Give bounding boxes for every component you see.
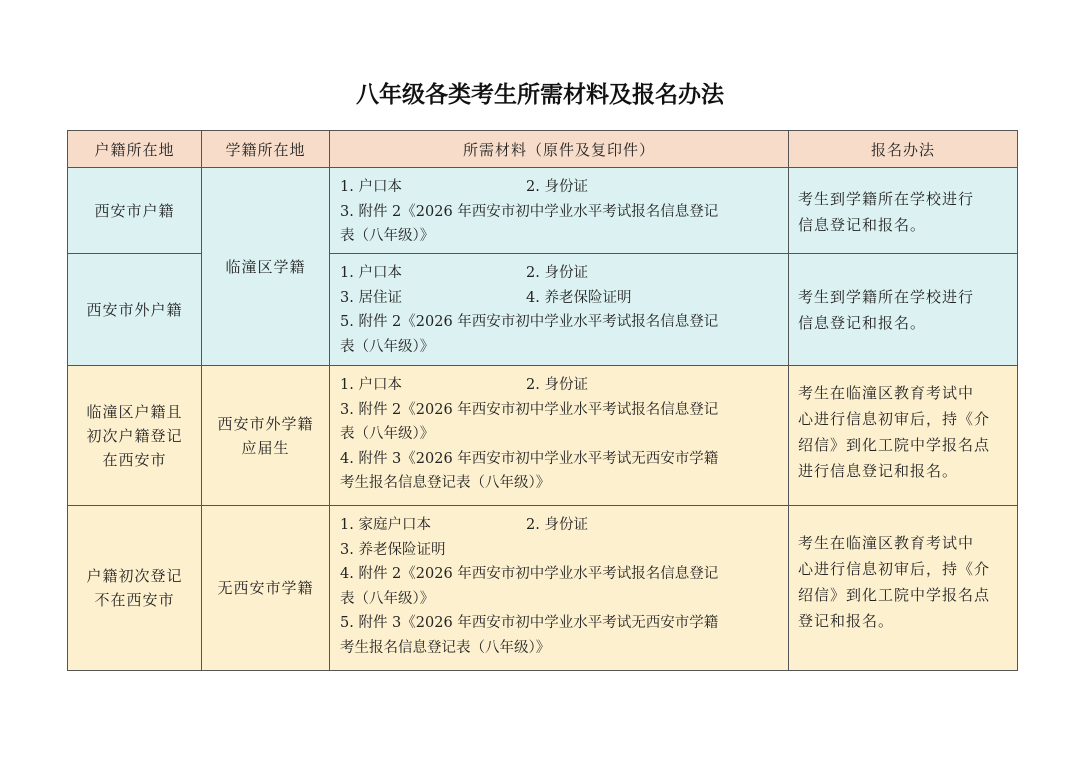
student-status-line: 无西安市学籍 bbox=[217, 579, 314, 597]
materials-line: 考生报名信息登记表（八年级）》 bbox=[340, 639, 551, 656]
method-line: 心进行信息初审后，持《介 bbox=[798, 560, 991, 578]
header-materials: 所需材料（原件及复印件） bbox=[330, 131, 789, 168]
material-item: 1. 家庭户口本 bbox=[340, 517, 431, 533]
materials-line: 3. 附件 2《2026 年西安市初中学业水平考试报名信息登记 bbox=[340, 203, 719, 220]
household-line: 在西安市 bbox=[102, 450, 167, 469]
material-item: 2. 身份证 bbox=[526, 517, 588, 533]
method-line: 考生到学籍所在学校进行 bbox=[798, 190, 975, 208]
materials-line: 表（八年级）》 bbox=[340, 590, 435, 607]
table-row bbox=[68, 168, 1018, 254]
materials-line bbox=[340, 261, 784, 286]
method-cell bbox=[789, 254, 1018, 366]
household-line: 户籍初次登记 bbox=[86, 567, 183, 585]
method-line: 绍信》到化工院中学报名点 bbox=[798, 586, 991, 604]
materials-line: 5. 附件 3《2026 年西安市初中学业水平考试无西安市学籍 bbox=[340, 615, 719, 631]
header-method: 报名办法 bbox=[789, 131, 1018, 168]
household-cell bbox=[68, 254, 202, 366]
material-item: 3. 居住证 bbox=[340, 289, 402, 306]
materials-line bbox=[340, 286, 784, 311]
method-cell bbox=[789, 506, 1018, 671]
method-line: 考生在临潼区教育考试中 bbox=[798, 384, 975, 402]
materials-line: 4. 附件 3《2026 年西安市初中学业水平考试无西安市学籍 bbox=[340, 450, 719, 467]
materials-line: 表（八年级）》 bbox=[340, 426, 435, 442]
materials-line: 3. 附件 2《2026 年西安市初中学业水平考试报名信息登记 bbox=[340, 401, 719, 418]
materials-line: 5. 附件 2《2026 年西安市初中学业水平考试报名信息登记 bbox=[340, 314, 719, 330]
table-row bbox=[68, 366, 1018, 506]
material-item: 1. 户口本 bbox=[340, 377, 402, 393]
material-item: 2. 身份证 bbox=[526, 265, 588, 281]
method-line: 绍信》到化工院中学报名点 bbox=[798, 436, 991, 454]
household-cell bbox=[68, 506, 202, 671]
method-cell bbox=[789, 366, 1018, 506]
student-status-cell bbox=[202, 506, 330, 671]
method-line: 进行信息登记和报名。 bbox=[798, 462, 959, 480]
student-status-line: 西安市外学籍 bbox=[217, 414, 314, 433]
household-line: 临潼区户籍且 bbox=[86, 402, 183, 421]
household-line: 不在西安市 bbox=[94, 591, 175, 609]
materials-line bbox=[340, 513, 784, 538]
table-row bbox=[68, 506, 1018, 671]
household-line: 西安市外户籍 bbox=[86, 300, 183, 319]
method-line: 考生在临潼区教育考试中 bbox=[798, 534, 975, 552]
household-cell bbox=[68, 168, 202, 254]
method-line: 信息登记和报名。 bbox=[798, 314, 927, 332]
material-item: 4. 养老保险证明 bbox=[526, 289, 632, 306]
header-household: 户籍所在地 bbox=[68, 131, 202, 168]
page-title: 八年级各类考生所需材料及报名办法 bbox=[356, 82, 724, 108]
materials-line bbox=[340, 373, 784, 398]
header-student-status: 学籍所在地 bbox=[202, 131, 330, 168]
household-line: 初次户籍登记 bbox=[86, 426, 183, 445]
materials-line: 4. 附件 2《2026 年西安市初中学业水平考试报名信息登记 bbox=[340, 566, 719, 582]
method-line: 考生到学籍所在学校进行 bbox=[798, 288, 975, 306]
material-item: 1. 户口本 bbox=[340, 179, 402, 195]
materials-cell bbox=[330, 506, 789, 671]
student-status-cell bbox=[202, 168, 330, 366]
method-line: 信息登记和报名。 bbox=[798, 216, 927, 234]
materials-cell bbox=[330, 254, 789, 366]
student-status-line: 临潼区学籍 bbox=[225, 257, 306, 276]
student-status-cell bbox=[202, 366, 330, 506]
method-line: 登记和报名。 bbox=[798, 612, 895, 630]
materials-line: 表（八年级）》 bbox=[340, 338, 435, 355]
method-cell bbox=[789, 168, 1018, 254]
method-line: 心进行信息初审后，持《介 bbox=[798, 410, 991, 428]
material-item: 2. 身份证 bbox=[526, 179, 588, 195]
materials-table bbox=[67, 130, 1018, 671]
materials-line: 考生报名信息登记表（八年级）》 bbox=[340, 475, 551, 491]
materials-line: 表（八年级）》 bbox=[340, 228, 435, 244]
material-item: 1. 户口本 bbox=[340, 265, 402, 281]
student-status-line: 应届生 bbox=[241, 438, 290, 457]
household-line: 西安市户籍 bbox=[94, 201, 175, 220]
household-cell bbox=[68, 366, 202, 506]
materials-line bbox=[340, 175, 784, 200]
table-header-row bbox=[68, 131, 1018, 168]
materials-cell bbox=[330, 168, 789, 254]
materials-cell bbox=[330, 366, 789, 506]
material-item: 2. 身份证 bbox=[526, 377, 588, 393]
materials-line: 3. 养老保险证明 bbox=[340, 541, 446, 558]
